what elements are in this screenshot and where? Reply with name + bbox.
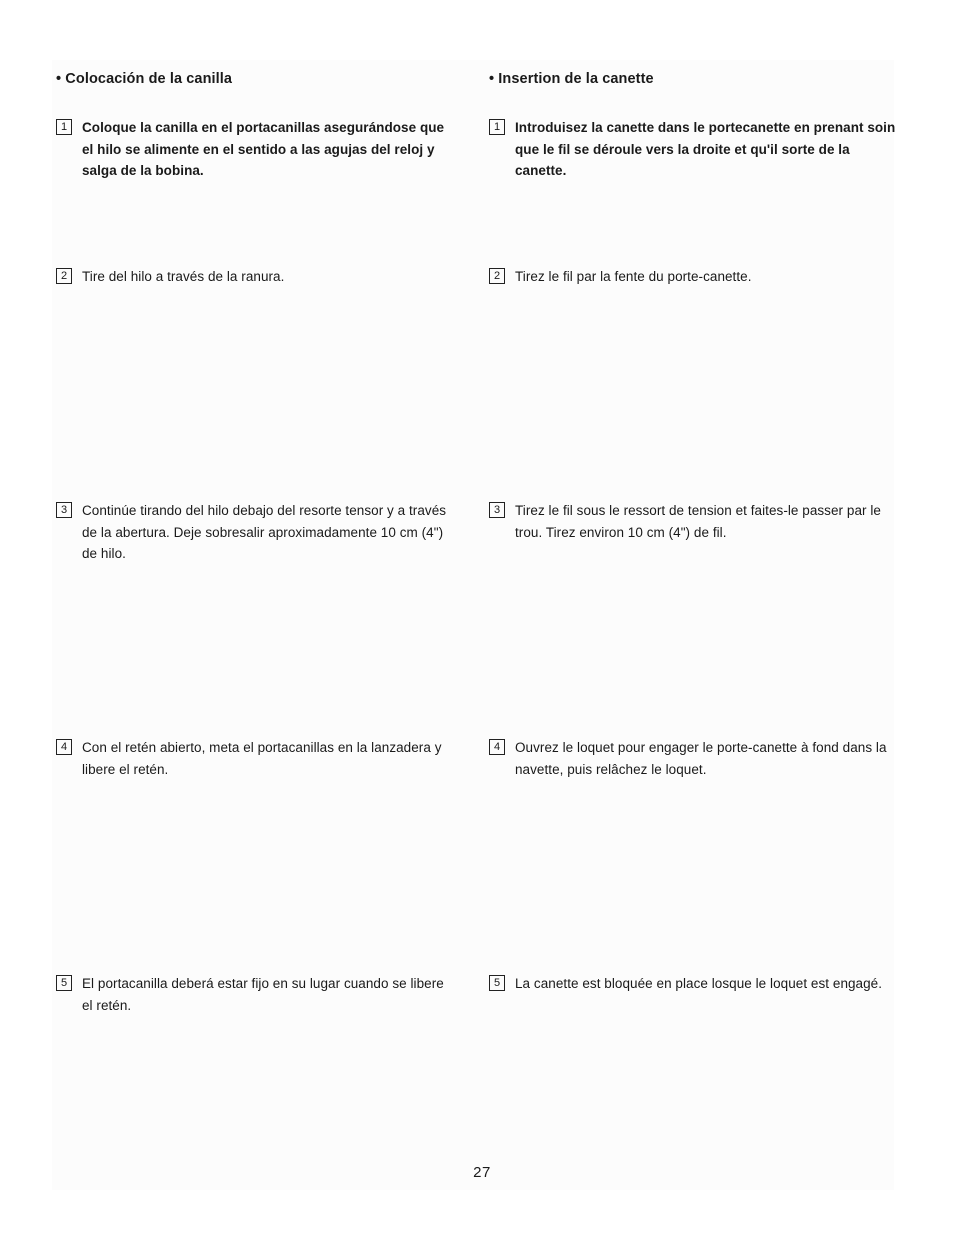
step-text: Con el retén abierto, meta el portacanillas en la lanzadera y libere el retén.	[82, 740, 442, 777]
page-background	[52, 60, 894, 1190]
step-text: Ouvrez le loquet pour engager le porte-canette à fond dans la navette, puis relâchez le loquet.	[515, 740, 887, 777]
spanish-step-1	[56, 117, 457, 182]
step-text: Introduisez la canette dans le portecanette en prenant soin que le fil se déroule vers la droite et qu'il sorte de la canette.	[515, 120, 896, 178]
step-text: La canette est bloquée en place losque le loquet est engagé.	[515, 976, 883, 991]
step-number-badge: 2	[56, 268, 72, 284]
step-text: Tirez le fil sous le ressort de tension et faites-le passer par le trou. Tirez environ 10 cm (4") de fil.	[515, 503, 881, 540]
step-text: Tire del hilo a través de la ranura.	[82, 269, 285, 284]
step-number-badge: 5	[56, 975, 72, 991]
spanish-step-5	[56, 973, 457, 1016]
french-heading: • Insertion de la canette	[489, 71, 654, 87]
step-number-badge: 4	[489, 739, 505, 755]
french-step-1	[489, 117, 902, 182]
step-number-badge: 5	[489, 975, 505, 991]
french-step-3	[489, 500, 902, 543]
spanish-heading: • Colocación de la canilla	[56, 71, 233, 87]
french-step-2	[489, 266, 902, 288]
step-number-badge: 2	[489, 268, 505, 284]
step-number-badge: 1	[489, 119, 505, 135]
step-text: El portacanilla deberá estar fijo en su lugar cuando se libere el retén.	[82, 976, 444, 1013]
step-number-badge: 3	[489, 502, 505, 518]
french-step-4	[489, 737, 902, 780]
spanish-step-3	[56, 500, 457, 565]
step-text: Tirez le fil par la fente du porte-canette.	[515, 269, 752, 284]
step-number-badge: 4	[56, 739, 72, 755]
spanish-step-2	[56, 266, 457, 288]
step-number-badge: 1	[56, 119, 72, 135]
spanish-step-4	[56, 737, 457, 780]
step-text: Continúe tirando del hilo debajo del resorte tensor y a través de la abertura. Deje sobresalir aproximadamente 10 cm (4") de hilo.	[82, 503, 447, 561]
step-text: Coloque la canilla en el portacanillas asegurándose que el hilo se alimente en el sentido a las agujas del reloj y salga de la bobina.	[82, 120, 445, 178]
french-step-5	[489, 973, 902, 995]
step-number-badge: 3	[56, 502, 72, 518]
page-number: 27	[473, 1164, 491, 1181]
